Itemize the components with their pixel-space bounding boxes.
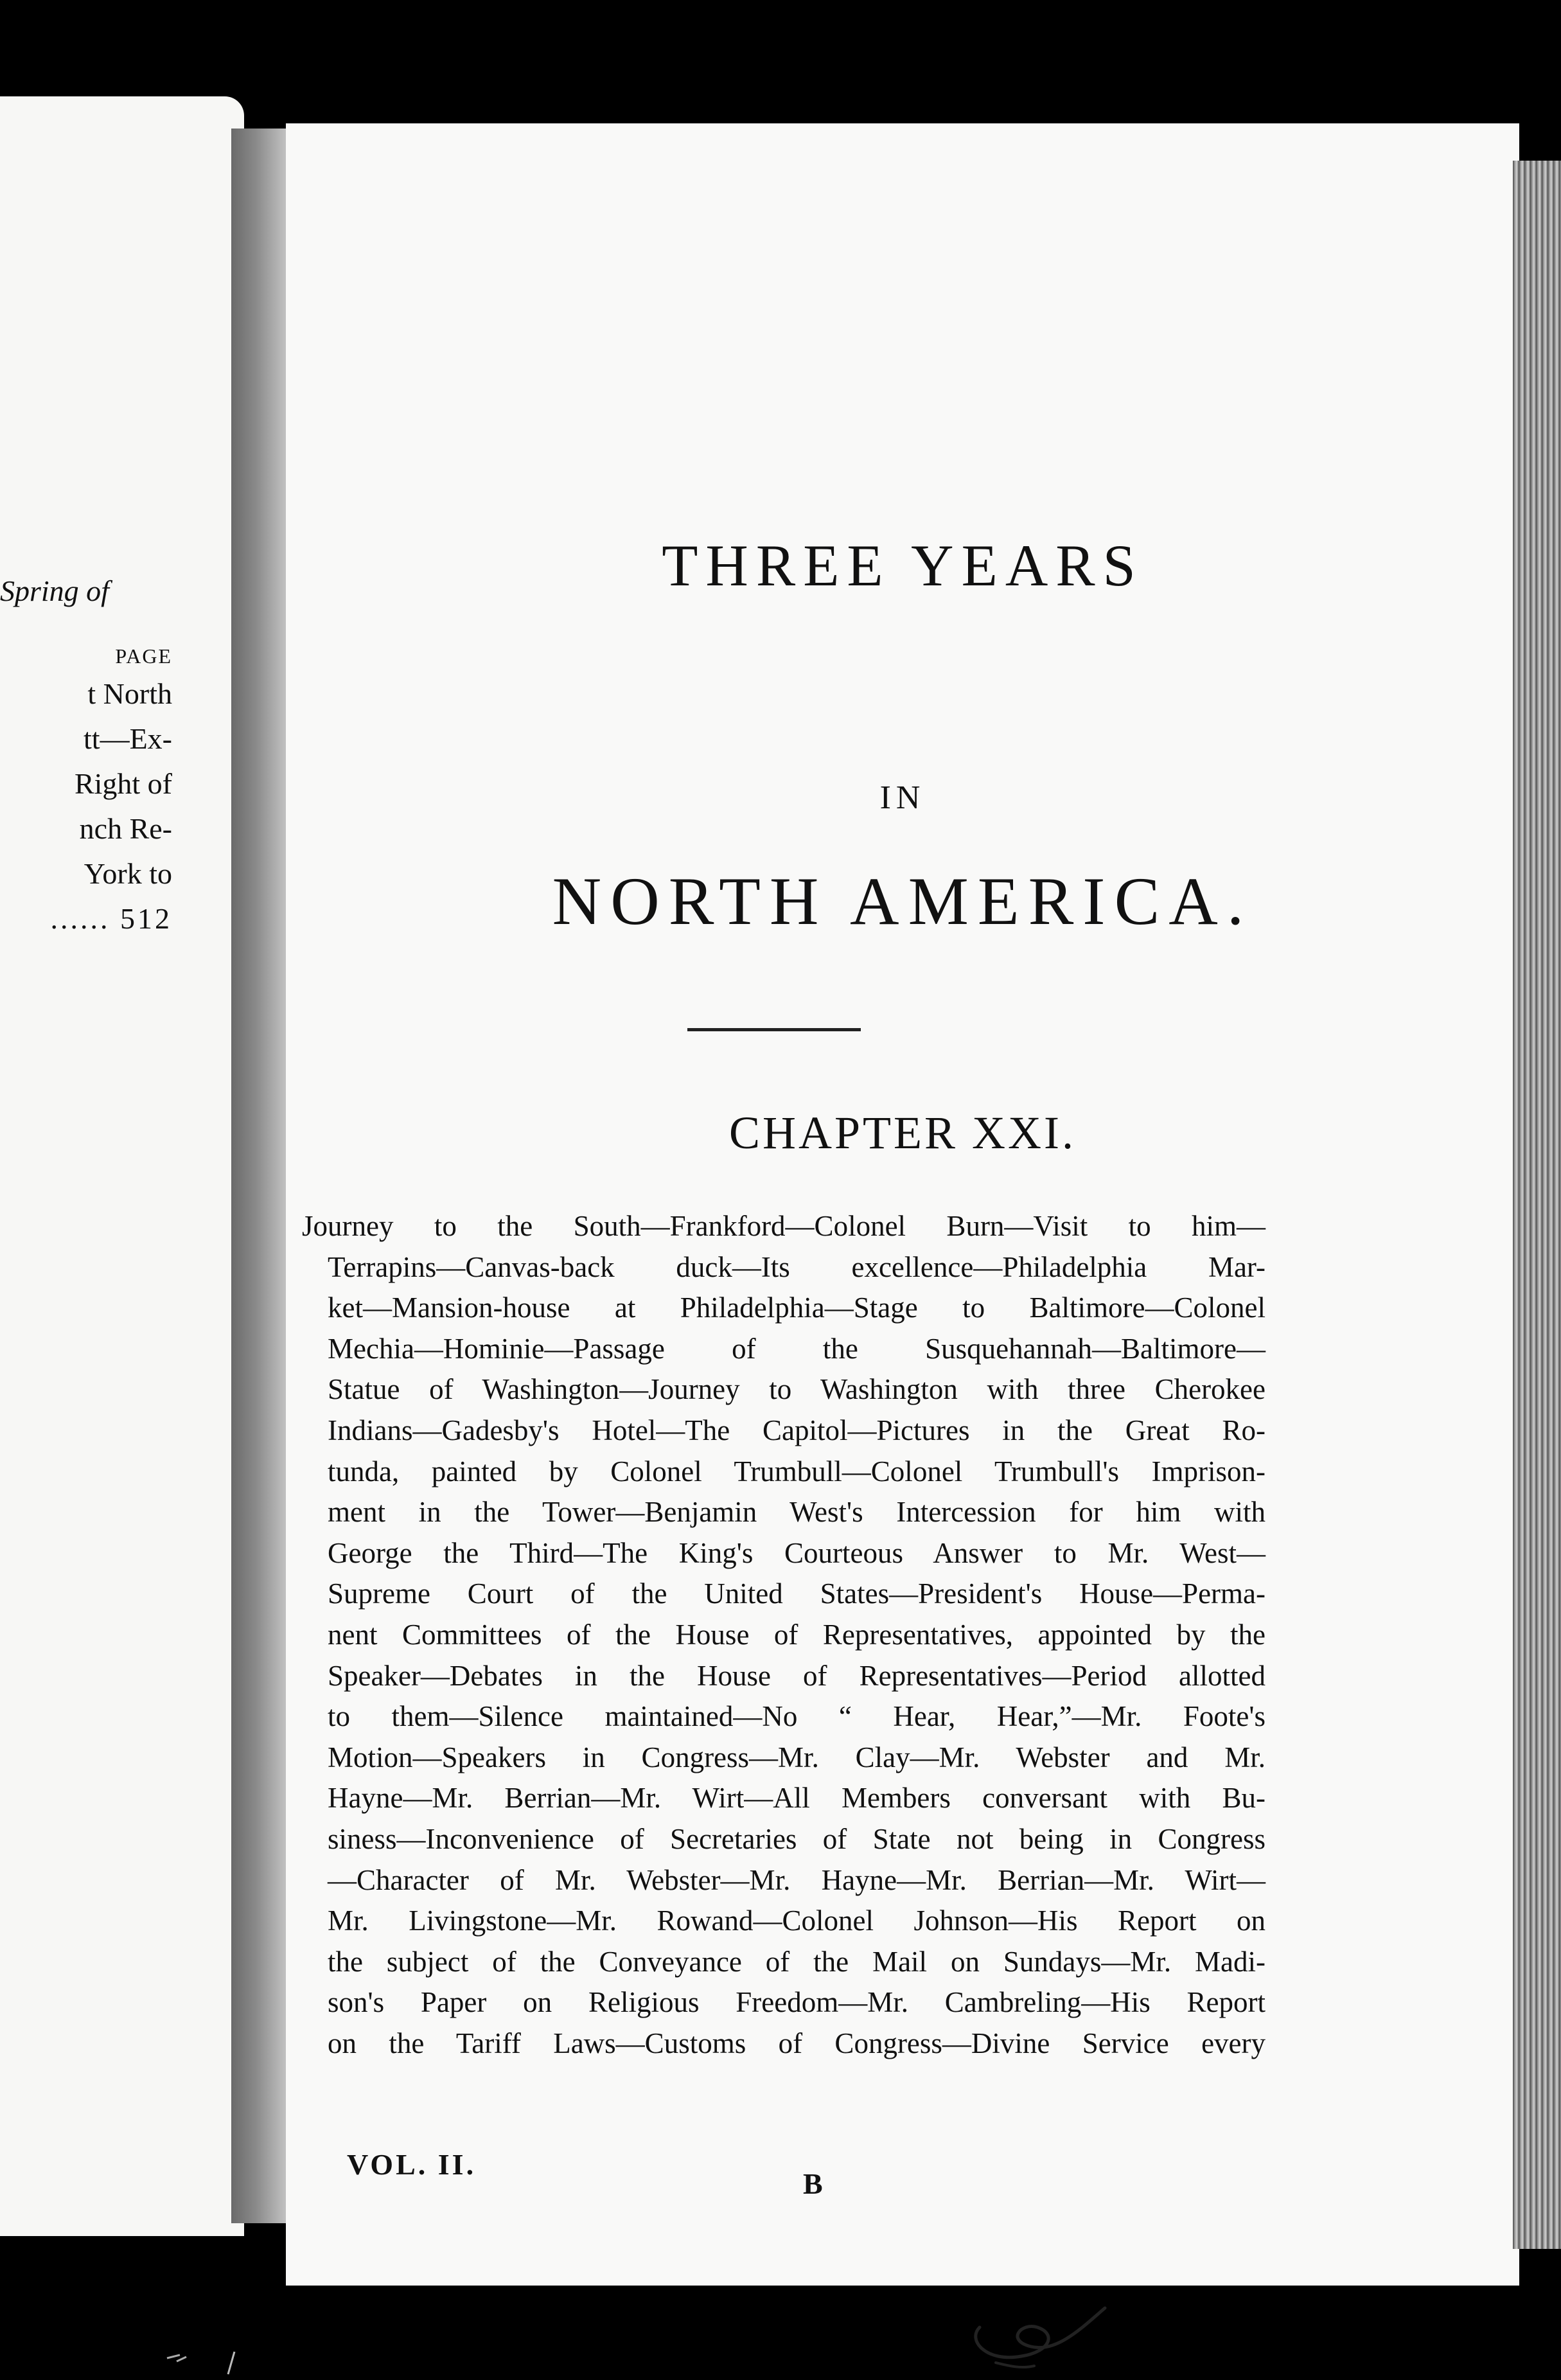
synopsis-line: Journey to the South—Frankford—Colonel Burn—Visit to him— — [302, 1210, 1266, 1242]
volume-label: VOL. II. — [347, 2148, 477, 2181]
synopsis-line: siness—Inconvenience of Secretaries of State not being in Congress — [328, 1822, 1266, 1855]
synopsis-line: Mr. Livingstone—Mr. Rowand—Colonel Johnson—His Report on — [328, 1905, 1266, 1937]
chapter-synopsis — [302, 1206, 1266, 2064]
handwritten-scribble — [960, 2302, 1121, 2372]
synopsis-line: George the Third—The King's Courteous Answer to Mr. West— — [328, 1536, 1266, 1569]
page-edges — [1513, 161, 1561, 2249]
synopsis-line: ket—Mansion-house at Philadelphia—Stage to Baltimore—Colonel — [328, 1292, 1266, 1324]
book-subtitle: NORTH AMERICA. — [552, 864, 1253, 939]
synopsis-line: on the Tariff Laws—Customs of Congress—Divine Service every — [328, 2027, 1266, 2059]
previous-page — [0, 96, 244, 2236]
synopsis-line: nent Committees of the House of Representatives, appointed by the — [328, 1618, 1266, 1651]
previous-page-line: ...... 512 — [50, 902, 172, 935]
title-rule — [687, 1028, 861, 1031]
synopsis-line: Mechia—Hominie—Passage of the Susquehannah—Baltimore— — [328, 1332, 1266, 1365]
previous-page-text — [0, 569, 172, 941]
synopsis-line: to them—Silence maintained—No “ Hear, Hear,”—Mr. Foote's — [328, 1700, 1266, 1733]
synopsis-line: tunda, painted by Colonel Trumbull—Colonel Trumbull's Imprison- — [328, 1455, 1266, 1487]
chapter-heading: CHAPTER XXI. — [728, 1107, 1076, 1159]
signature-mark: B — [803, 2167, 823, 2200]
previous-page-line: York to — [84, 857, 172, 890]
scanner-artifact — [164, 2345, 247, 2377]
synopsis-line: —Character of Mr. Webster—Mr. Hayne—Mr. Berrian—Mr. Wirt— — [328, 1863, 1266, 1896]
synopsis-line: the subject of the Conveyance of the Mail on Sundays—Mr. Madi- — [328, 1945, 1266, 1978]
synopsis-line: son's Paper on Religious Freedom—Mr. Cambreling—His Report — [328, 1986, 1266, 2019]
synopsis-line: Statue of Washington—Journey to Washington with three Cherokee — [328, 1373, 1266, 1406]
synopsis-line: Hayne—Mr. Berrian—Mr. Wirt—All Members conversant with Bu- — [328, 1782, 1266, 1815]
synopsis-line: Speaker—Debates in the House of Representatives—Period allotted — [328, 1659, 1266, 1692]
previous-page-line: t North — [87, 677, 172, 710]
previous-page-line: tt—Ex- — [84, 722, 172, 755]
synopsis-line: Terrapins—Canvas-back duck—Its excellence—Philadelphia Mar- — [328, 1250, 1266, 1283]
synopsis-line: Supreme Court of the United States—President's House—Perma- — [328, 1577, 1266, 1610]
book-title: THREE YEARS — [662, 533, 1143, 598]
previous-page-line: Right of — [74, 767, 172, 800]
book-page — [286, 123, 1519, 2286]
synopsis-line: Indians—Gadesby's Hotel—The Capitol—Pictures in the Great Ro- — [328, 1414, 1266, 1446]
page-column-label: PAGE — [115, 644, 172, 668]
previous-page-line: nch Re- — [79, 812, 172, 845]
synopsis-line: ment in the Tower—Benjamin West's Intercession for him with — [328, 1496, 1266, 1529]
book-title-connector: IN — [879, 779, 926, 816]
synopsis-line: Motion—Speakers in Congress—Mr. Clay—Mr. Webster and Mr. — [328, 1741, 1266, 1773]
previous-page-line: Spring of — [0, 574, 109, 607]
